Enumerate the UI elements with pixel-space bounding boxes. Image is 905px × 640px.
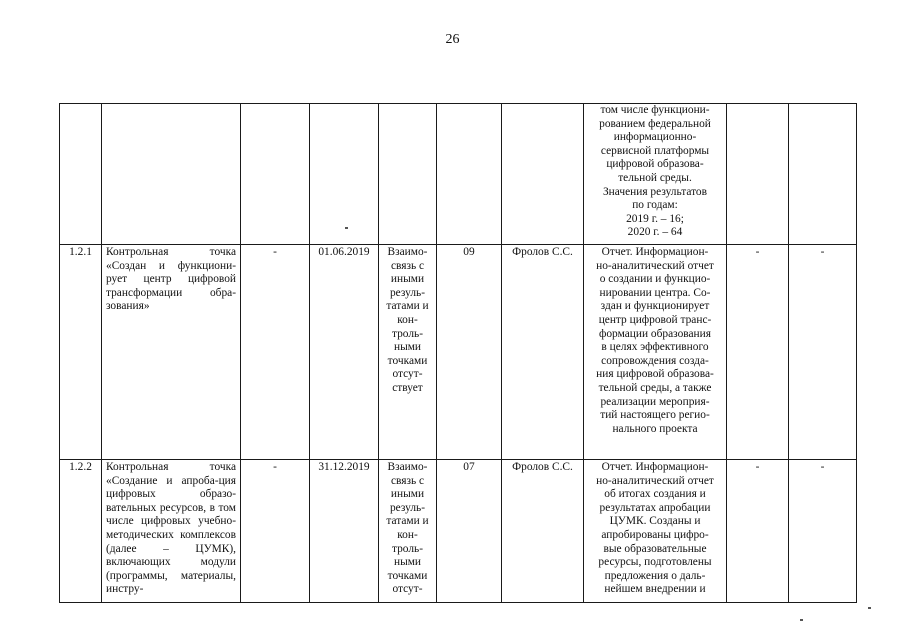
cell-end: 01.06.2019: [310, 245, 379, 460]
cell-extra-2: -: [789, 245, 857, 460]
cell-start: -: [241, 245, 310, 460]
cell-extra-1: [727, 104, 789, 245]
control-points-table: [59, 103, 857, 603]
table-row: [60, 245, 857, 460]
cell-extra-2: [789, 104, 857, 245]
cell-name: [102, 104, 241, 245]
cell-relation: [379, 104, 437, 245]
cell-code: [437, 104, 502, 245]
cell-name: Контрольная точка «Создание и апроба-ция цифровых образо-вательных ресурсов, в том числе цифровых учебно-методических комплексов (далее – ЦУМК), включающих модули (программы, материалы, инстру-: [102, 460, 241, 603]
scan-speck: [868, 607, 871, 609]
scan-speck: [345, 227, 348, 229]
scan-speck: [800, 619, 803, 621]
cell-result: Отчет. Информацион- но-аналитический отчет о создании и функцио- нировании центра. Со- здан и функционирует центр цифровой транс- формации образования в целях эффективного сопровождения созда- ния цифровой образова- тельной среды, а также реализации мероприя- тий настоящего регио- нального проекта: [584, 245, 727, 460]
cell-num: 1.2.1: [60, 245, 102, 460]
table-row: [60, 104, 857, 245]
cell-responsible: [502, 104, 584, 245]
cell-code: 09: [437, 245, 502, 460]
cell-end: [310, 104, 379, 245]
cell-responsible: Фролов С.С.: [502, 245, 584, 460]
cell-relation: Взаимо- связь с иными резуль- татами и кон- троль- ными точками отсут- ствует: [379, 245, 437, 460]
cell-start: [241, 104, 310, 245]
cell-extra-2: -: [789, 460, 857, 603]
cell-extra-1: -: [727, 460, 789, 603]
cell-num: [60, 104, 102, 245]
cell-end: 31.12.2019: [310, 460, 379, 603]
table-row: [60, 460, 857, 603]
cell-result: Отчет. Информацион- но-аналитический отчет об итогах создания и результатах апробации ЦУМК. Созданы и апробированы цифро- вые образовательные ресурсы, подготовлены предложения о даль- нейшем внедрении и: [584, 460, 727, 603]
cell-result: том числе функциони- рованием федеральной информационно- сервисной платформы цифровой образова- тельной среды. Значения результатов по годам: 2019 г. – 16; 2020 г. – 64: [584, 104, 727, 245]
cell-extra-1: -: [727, 245, 789, 460]
cell-num: 1.2.2: [60, 460, 102, 603]
cell-relation: Взаимо- связь с иными резуль- татами и кон- троль- ными точками отсут-: [379, 460, 437, 603]
cell-name: Контрольная точка «Создан и функциони-рует центр цифровой трансформации обра-зования»: [102, 245, 241, 460]
cell-code: 07: [437, 460, 502, 603]
page-number: 26: [445, 32, 460, 47]
cell-responsible: Фролов С.С.: [502, 460, 584, 603]
cell-start: -: [241, 460, 310, 603]
